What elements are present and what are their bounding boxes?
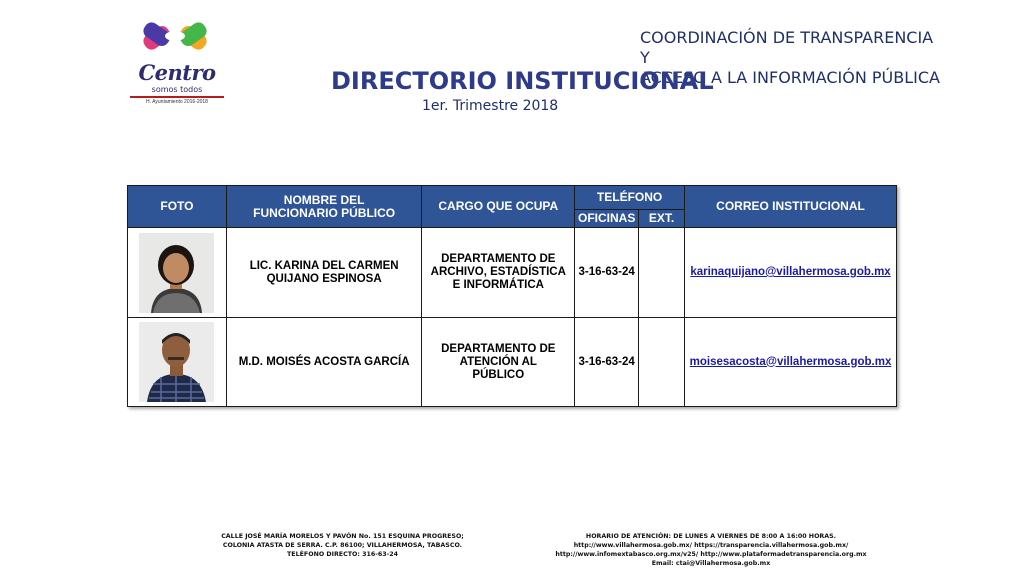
phone-extension — [639, 318, 685, 407]
email-cell — [685, 318, 897, 407]
table-row — [128, 228, 897, 318]
email-link[interactable]: karinaquijano@villahermosa.gob.mx — [690, 266, 891, 278]
footer-address — [210, 532, 475, 559]
column-header-cargo: CARGO QUE OCUPA — [422, 186, 575, 228]
page-title: DIRECTORIO INSTITUCIONAL — [331, 67, 714, 95]
table-row — [128, 318, 897, 407]
page-subtitle: 1er. Trimestre 2018 — [422, 98, 559, 114]
organization-line-1: COORDINACIÓN DE TRANSPARENCIA Y — [640, 28, 934, 67]
official-position: DEPARTAMENTO DE ATENCIÓN AL PÚBLICO — [422, 318, 575, 407]
photo-cell — [128, 228, 227, 318]
phone-extension — [639, 228, 685, 318]
column-header-telefono: TELÉFONO — [575, 186, 685, 210]
office-phone: 3-16-63-24 — [575, 318, 639, 407]
official-name: LIC. KARINA DEL CARMEN QUIJANO ESPINOSA — [226, 228, 422, 318]
footer-links[interactable]: http://www.infomextabasco.org.mx/v25/ http://www.plataformadetransparencia.org.mx — [555, 551, 867, 558]
directory-table — [127, 185, 897, 407]
logo-ayuntamiento: H. Ayuntamiento 2016-2018 — [146, 99, 208, 105]
footer-address-line: TELÉFONO DIRECTO: 316-63-24 — [287, 551, 398, 558]
footer-contact — [555, 532, 867, 568]
centro-logo — [124, 10, 226, 110]
footer-hours: HORARIO DE ATENCIÓN: DE LUNES A VIERNES DE 8:00 A 16:00 HORAS. — [585, 533, 837, 540]
organization-line-2: ACCESO A LA INFORMACIÓN PÚBLICA — [640, 68, 940, 87]
office-phone: 3-16-63-24 — [575, 228, 639, 318]
column-header-ext: EXT. — [639, 210, 685, 228]
email-link[interactable]: moisesacosta@villahermosa.gob.mx — [689, 355, 892, 368]
footer-address-line: CALLE JOSÉ MARÍA MORELOS Y PAVÓN No. 151 ESQUINA PROGRESO; — [221, 533, 464, 540]
footer-email[interactable]: Email: ctai@Villahermosa.gob.mx — [651, 560, 771, 567]
footer-links[interactable]: http://www.villahermosa.gob.mx/ https://transparencia.villahermosa.gob.mx/ — [573, 542, 849, 549]
column-header-correo: CORREO INSTITUCIONAL — [685, 186, 897, 228]
email-cell — [685, 228, 897, 318]
column-header-nombre: NOMBRE DEL FUNCIONARIO PÚBLICO — [226, 186, 422, 228]
footer-address-line: COLONIA ATASTA DE SERRA. C.P. 86100; VILLAHERMOSA, TABASCO. — [222, 542, 463, 549]
logo-tagline: somos todos — [151, 85, 203, 94]
logo-divider — [130, 96, 224, 98]
official-position: DEPARTAMENTO DE ARCHIVO, ESTADÍSTICA E INFORMÁTICA — [422, 228, 575, 318]
official-name: M.D. MOISÉS ACOSTA GARCÍA — [226, 318, 422, 407]
centro-emblem-icon — [124, 10, 226, 62]
logo-wordmark: Centro — [138, 60, 216, 85]
photo-cell — [128, 318, 227, 407]
column-header-oficinas: OFICINAS — [575, 210, 639, 228]
official-photo — [139, 233, 214, 313]
column-header-foto: FOTO — [128, 186, 227, 228]
official-photo — [139, 322, 214, 402]
